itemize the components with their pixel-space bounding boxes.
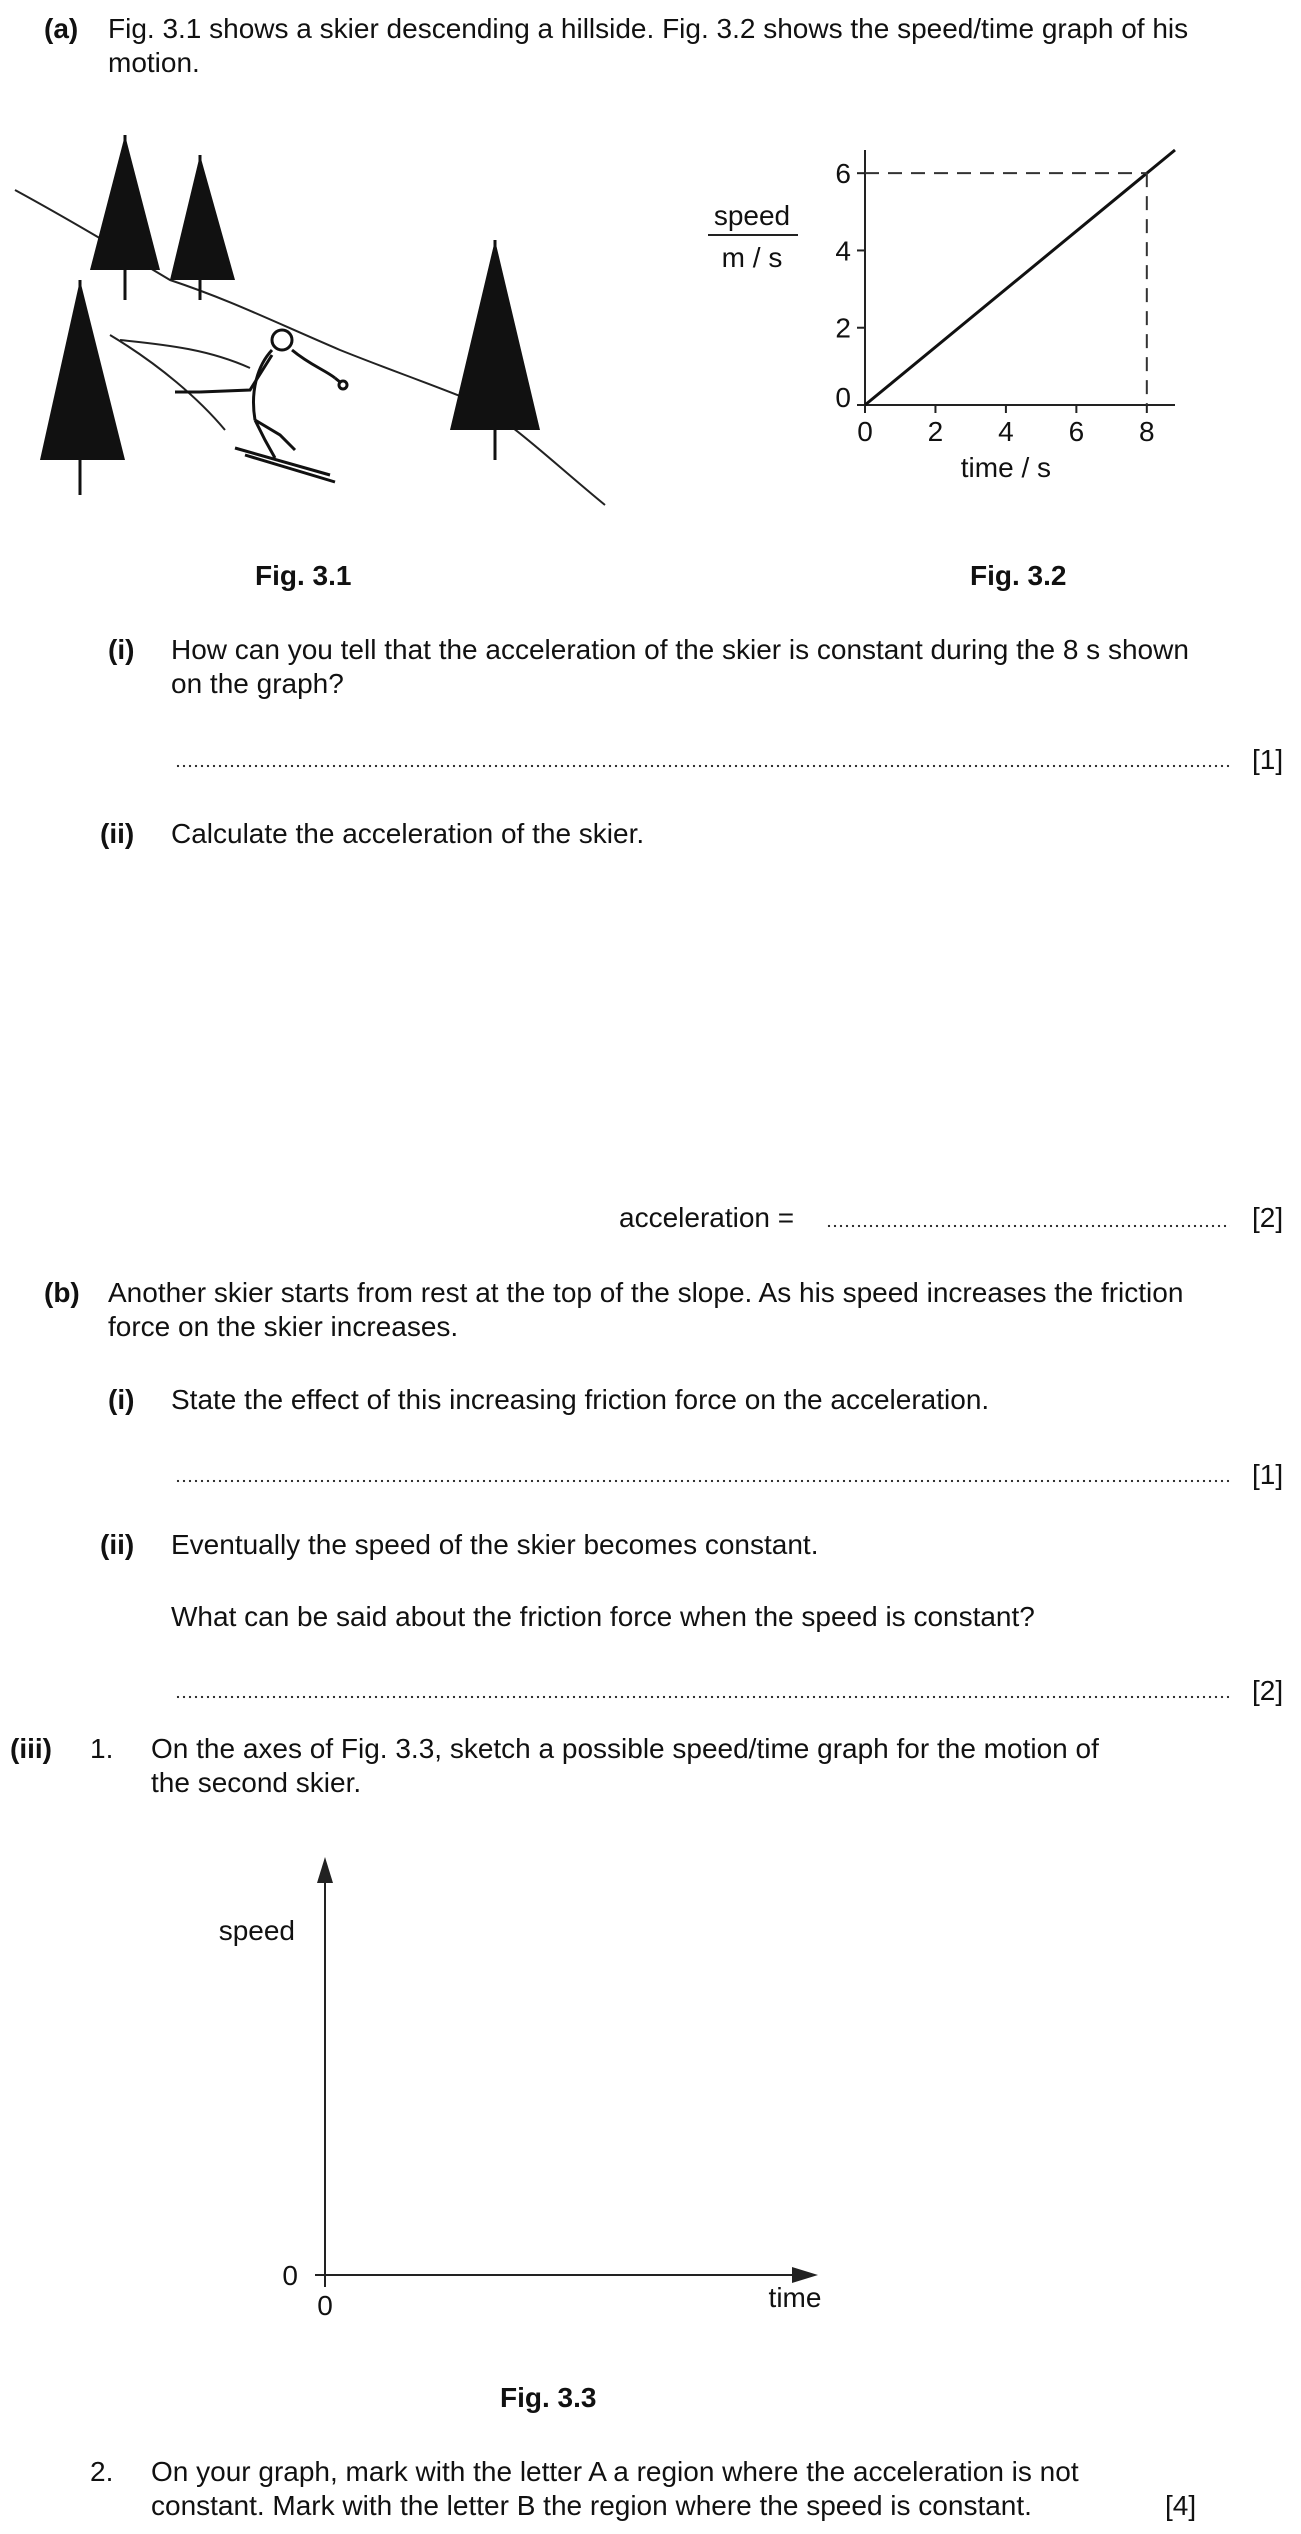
- item-1-line1: On the axes of Fig. 3.3, sketch a possible speed/time graph for the motion of: [151, 1733, 1099, 1764]
- item-1-number: 1.: [90, 1733, 114, 1764]
- skier-figure: [175, 330, 347, 482]
- part-b-ii-label: (ii): [100, 1529, 135, 1560]
- part-a-ii-label: (ii): [100, 818, 135, 849]
- tree-icon: [170, 155, 235, 300]
- part-b-iii-label: (iii): [10, 1733, 52, 1764]
- tree-icon: [90, 135, 160, 300]
- part-a-label: (a): [44, 13, 79, 44]
- x-axis-arrowhead: [792, 2267, 818, 2283]
- marks-b-ii: [2]: [1252, 1675, 1284, 1706]
- part-b-label: (b): [44, 1277, 80, 1308]
- x-axis-label: time: [768, 2282, 822, 2313]
- part-b-ii-text2: What can be said about the friction force when the speed is constant?: [171, 1601, 1035, 1632]
- series-line: [865, 150, 1175, 405]
- answer-line[interactable]: [175, 1479, 1230, 1483]
- origin-y-label: 0: [282, 2260, 298, 2291]
- part-b-i-text: State the effect of this increasing friction force on the acceleration.: [171, 1384, 990, 1415]
- marks-a-i: [1]: [1252, 744, 1284, 775]
- y-tick-label: 6: [835, 158, 851, 190]
- part-a-i-label: (i): [108, 634, 135, 665]
- part-a-i-line2: on the graph?: [171, 668, 344, 699]
- part-a-ii-text: Calculate the acceleration of the skier.: [171, 818, 645, 849]
- y-axis-label-bottom: m / s: [721, 242, 783, 273]
- marks-b-i: [1]: [1252, 1459, 1284, 1490]
- acceleration-answer-label: acceleration =: [619, 1202, 795, 1233]
- item-2-line2: constant. Mark with the letter B the region where the speed is constant.: [151, 2490, 1032, 2521]
- sketch-axes-graph[interactable]: [190, 1845, 850, 2325]
- y-tick-label: 2: [835, 312, 851, 344]
- origin-x-label: 0: [317, 2290, 333, 2321]
- ski-track-line: [110, 335, 225, 430]
- part-a-i-line1: How can you tell that the acceleration of the skier is constant during the 8 s shown: [171, 634, 1189, 665]
- tree-icon: [450, 240, 540, 460]
- part-a-intro-line2: motion.: [108, 47, 200, 78]
- y-axis-label-top: speed: [713, 200, 791, 231]
- tree-icon: [40, 280, 125, 495]
- x-tick-label: 8: [1139, 416, 1155, 447]
- fig-3-3-caption: Fig. 3.3: [500, 2382, 597, 2413]
- part-a-intro-line1: Fig. 3.1 shows a skier descending a hillside. Fig. 3.2 shows the speed/time graph of his: [108, 13, 1189, 44]
- answer-line[interactable]: [175, 1695, 1230, 1699]
- fig-3-2-caption: Fig. 3.2: [970, 560, 1067, 591]
- part-b-intro-line1: Another skier starts from rest at the top of the slope. As his speed increases the friction: [108, 1277, 1184, 1308]
- item-1-line2: the second skier.: [151, 1767, 362, 1798]
- y-axis-arrowhead: [317, 1857, 333, 1883]
- acceleration-answer-line[interactable]: [826, 1224, 1230, 1228]
- part-b-intro-line2: force on the skier increases.: [108, 1311, 459, 1342]
- x-axis-label: time / s: [960, 452, 1052, 483]
- x-tick-label: 2: [927, 416, 944, 447]
- item-2-line1: On your graph, mark with the letter A a region where the acceleration is not: [151, 2456, 1079, 2487]
- marks-b-iii: [4]: [1165, 2490, 1197, 2521]
- part-b-ii-text1: Eventually the speed of the skier becomes constant.: [171, 1529, 819, 1560]
- y-tick-label: 0: [835, 382, 851, 413]
- part-b-i-label: (i): [108, 1384, 135, 1415]
- y-tick-label: 4: [835, 235, 851, 267]
- y-axis-label: speed: [218, 1915, 295, 1946]
- x-tick-label: 4: [998, 416, 1014, 447]
- x-tick-label: 0: [857, 416, 873, 447]
- speed-time-graph: [690, 125, 1230, 495]
- skier-illustration: [10, 130, 610, 510]
- x-tick-label: 6: [1068, 416, 1085, 447]
- answer-line[interactable]: [175, 764, 1230, 768]
- item-2-number: 2.: [90, 2456, 114, 2487]
- fig-3-1-caption: Fig. 3.1: [255, 560, 352, 591]
- marks-a-ii: [2]: [1252, 1202, 1284, 1233]
